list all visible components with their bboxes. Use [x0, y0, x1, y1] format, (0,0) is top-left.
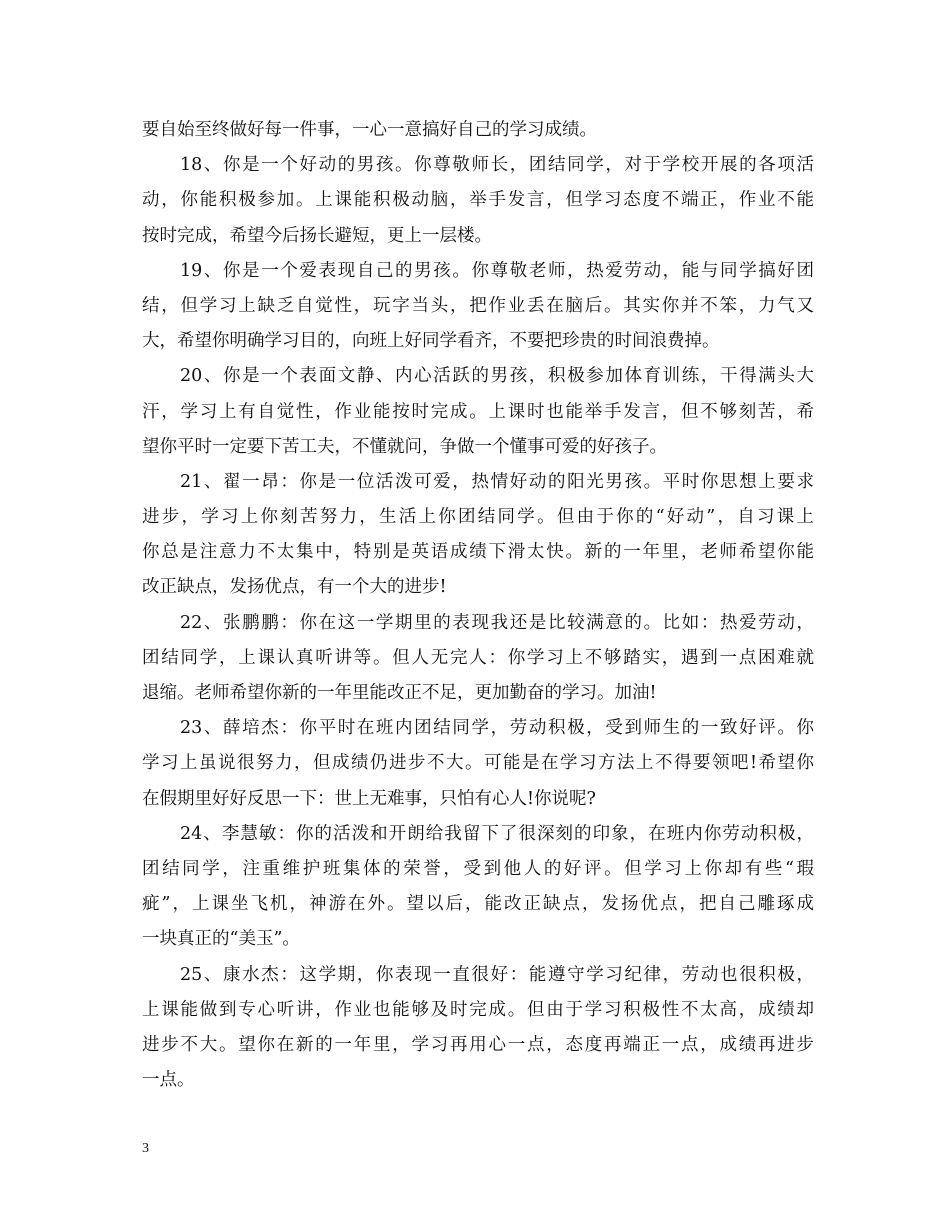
comment-25	[142, 958, 814, 1099]
text-line: 望你平时一定要下苦工夫，不懂就问，争做一个懂事可爱的好孩子。	[142, 436, 667, 457]
text-line: 一块真正的“美玉”。	[142, 929, 300, 950]
text-line: 动，你能积极参加。上课能积极动脑，举手发言，但学习态度不端正，作业不能	[142, 190, 814, 211]
text-line: 19、你是一个爱表现自己的男孩。你尊敬老师，热爱劳动，能与同学搞好团	[180, 260, 814, 281]
text-line: 25、康水杰：这学期，你表现一直很好：能遵守学习纪律，劳动也很积极，	[180, 964, 814, 985]
text-line: 22、张鹏鹏：你在这一学期里的表现我还是比较满意的。比如：热爱劳动，	[180, 612, 814, 633]
text-line: 汗，学习上有自觉性，作业能按时完成。上课时也能举手发言，但不够刻苦，希	[142, 401, 814, 422]
text-line: 21、翟一昂：你是一位活泼可爱，热情好动的阳光男孩。平时你思想上要求	[180, 471, 814, 492]
comment-18	[142, 148, 814, 254]
text-line: 要自始至终做好每一件事，一心一意搞好自己的学习成绩。	[142, 120, 597, 140]
text-line: 在假期里好好反思一下：世上无难事，只怕有心人!你说呢?	[142, 788, 596, 809]
text-line: 一点。	[142, 1070, 195, 1091]
text-line: 进步，学习上你刻苦努力，生活上你团结同学。但由于你的“好动”，自习课上	[142, 507, 814, 528]
paragraph-continuation	[142, 113, 814, 148]
text-line: 改正缺点，发扬优点，有一个大的进步!	[142, 577, 447, 598]
comment-22	[142, 606, 814, 712]
text-line: 你总是注意力不太集中，特别是英语成绩下滑太快。新的一年里，老师希望你能	[142, 542, 814, 563]
text-line: 24、李慧敏：你的活泼和开朗给我留下了很深刻的印象，在班内你劳动积极，	[180, 823, 814, 844]
text-line: 退缩。老师希望你新的一年里能改正不足，更加勤奋的学习。加油!	[142, 683, 657, 703]
text-line: 20、你是一个表面文静、内心活跃的男孩，积极参加体育训练，干得满头大	[180, 366, 814, 387]
document-body	[142, 113, 814, 1098]
text-line: 上课能做到专心听讲，作业也能够及时完成。但由于学习积极性不太高，成绩却	[142, 999, 814, 1020]
text-line: 按时完成，希望今后扬长避短，更上一层楼。	[142, 225, 492, 246]
comment-23	[142, 711, 814, 817]
text-line: 18、你是一个好动的男孩。你尊敬师长，团结同学，对于学校开展的各项活	[180, 155, 814, 176]
text-line: 大，希望你明确学习目的，向班上好同学看齐，不要把珍贵的时间浪费掉。	[142, 331, 720, 352]
text-line: 团结同学，上课认真听讲等。但人无完人：你学习上不够踏实，遇到一点困难就	[142, 647, 814, 668]
comment-21	[142, 465, 814, 606]
text-line: 结，但学习上缺乏自觉性，玩字当头，把作业丢在脑后。其实你并不笨，力气又	[142, 295, 814, 316]
comment-24	[142, 817, 814, 958]
text-line: 学习上虽说很努力，但成绩仍进步不大。可能是在学习方法上不得要领吧!希望你	[142, 753, 814, 774]
comment-20	[142, 359, 814, 465]
text-line: 进步不大。望你在新的一年里，学习再用心一点，态度再端正一点，成绩再进步	[142, 1034, 814, 1055]
page-number: 3	[142, 1141, 149, 1156]
text-line: 23、薛培杰：你平时在班内团结同学，劳动积极，受到师生的一致好评。你	[180, 718, 814, 739]
text-line: 疵”，上课坐飞机，神游在外。望以后，能改正缺点，发扬优点，把自己雕琢成	[142, 894, 814, 915]
text-line: 团结同学，注重维护班集体的荣誉，受到他人的好评。但学习上你却有些“瑕	[142, 858, 814, 879]
comment-19	[142, 254, 814, 360]
